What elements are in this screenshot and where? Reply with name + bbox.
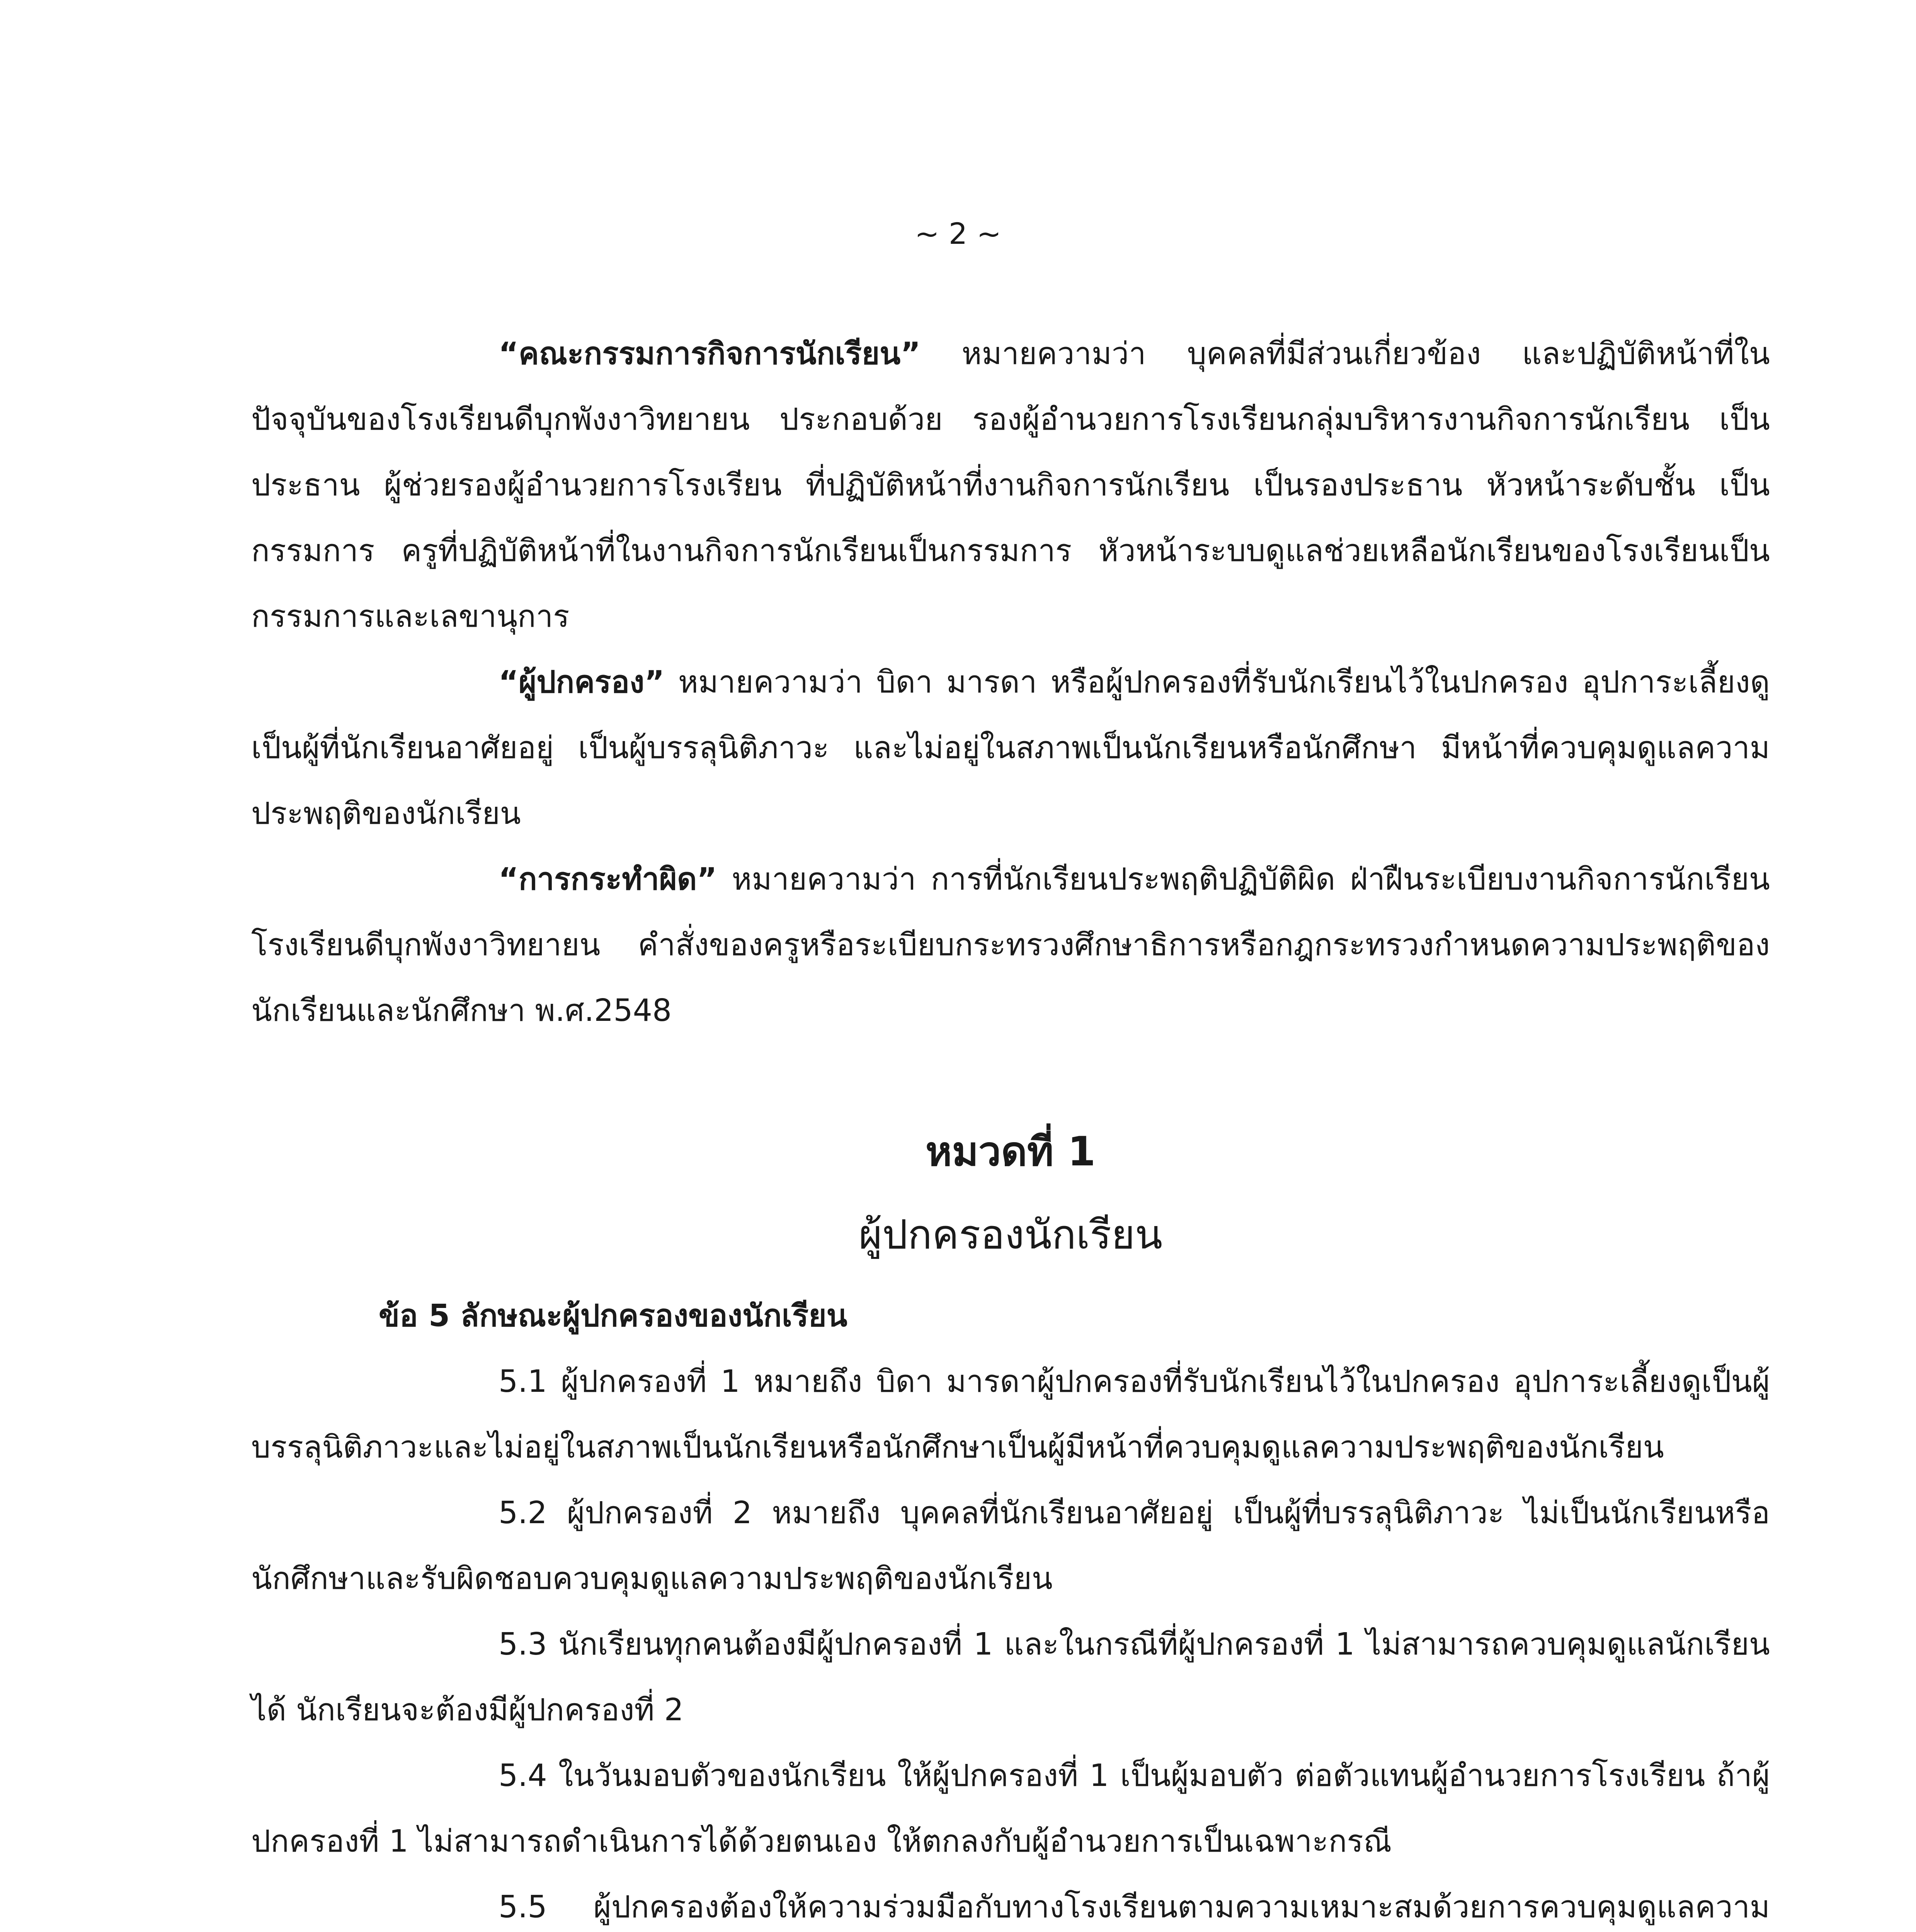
definition-text: หมายความว่า การที่นักเรียนประพฤติปฏิบัติผิด ฝ่าฝืนระเบียบงานกิจการนักเรียนโรงเรียนดีบุกพังงาวิทยายน คำสั่งของครูหรือระเบียบกระทรวงศึกษาธิการหรือกฎกระทรวงกำหนดความประพฤติของนักเรียนและนักศึกษา พ.ศ.2548 (251, 861, 1770, 1028)
definition-term: “ผู้ปกครอง” (499, 664, 665, 700)
definition-paragraph (251, 846, 1770, 1043)
clause-paragraph: 5.2 ผู้ปกครองที่ 2 หมายถึง บุคคลที่นักเรียนอาศัยอยู่ เป็นผู้ที่บรรลุนิติภาวะ ไม่เป็นนักเรียนหรือนักศึกษาและรับผิดชอบควบคุมดูแลความประพฤติของนักเรียน (251, 1495, 1770, 1596)
definition-paragraph (251, 649, 1770, 846)
definition-text: หมายความว่า บิดา มารดา หรือผู้ปกครองที่รับนักเรียนไว้ในปกครอง อุปการะเลี้ยงดูเป็นผู้ที่นักเรียนอาศัยอยู่ เป็นผู้บรรลุนิติภาวะ และไม่อยู่ในสภาพเป็นนักเรียนหรือนักศึกษา มีหน้าที่ควบคุมดูแลความประพฤติของนักเรียน (251, 664, 1770, 831)
clause-paragraph: 5.5 ผู้ปกครองต้องให้ความร่วมมือกับทางโรงเรียนตามความเหมาะสมด้วยการควบคุมดูแลความ (499, 1889, 1770, 1925)
definition-term: “คณะกรรมการกิจการนักเรียน” (499, 336, 921, 371)
clause-paragraph: 5.4 ในวันมอบตัวของนักเรียน ให้ผู้ปกครองที่ 1 เป็นผู้มอบตัว ต่อตัวแทนผู้อำนวยการโรงเรียน ถ้าผู้ปกครองที่ 1 ไม่สามารถดำเนินการได้ด้วยตนเอง ให้ตกลงกับผู้อำนวยการเป็นเฉพาะกรณี (251, 1758, 1770, 1859)
definition-text: หมายความว่า บุคคลที่มีส่วนเกี่ยวข้อง และปฏิบัติหน้าที่ในปัจจุบันของโรงเรียนดีบุกพังงาวิทยายน ประกอบด้วย รองผู้อำนวยการโรงเรียนกลุ่มบริหารงานกิจการนักเรียน เป็นประธาน ผู้ช่วยรองผู้อำนวยการโรงเรียน ที่ปฏิบัติหน้าที่งานกิจการนักเรียน เป็นรองประธาน หัวหน้าระดับชั้น เป็นกรรมการ ครูที่ปฏิบัติหน้าที่ในงานกิจการนักเรียนเป็นกรรมการ หัวหน้าระบบดูแลช่วยเหลือนักเรียนของโรงเรียนเป็นกรรมการและเลขานุการ (251, 336, 1770, 634)
definition-paragraph (251, 321, 1770, 649)
section-heading: ข้อ 5 ลักษณะผู้ปกครองของนักเรียน (379, 1298, 847, 1333)
page-number: ~ 2 ~ (914, 216, 1002, 251)
document-body (251, 321, 1770, 1932)
definition-term: “การกระทำผิด” (499, 861, 717, 897)
chapter-title: หมวดที่ 1 (925, 1128, 1096, 1175)
clause-paragraph: 5.3 นักเรียนทุกคนต้องมีผู้ปกครองที่ 1 และในกรณีที่ผู้ปกครองที่ 1 ไม่สามารถควบคุมดูแลนักเรียนได้ นักเรียนจะต้องมีผู้ปกครองที่ 2 (251, 1626, 1770, 1728)
clause-paragraph: 5.1 ผู้ปกครองที่ 1 หมายถึง บิดา มารดาผู้ปกครองที่รับนักเรียนไว้ในปกครอง อุปการะเลี้ยงดูเป็นผู้บรรลุนิติภาวะและไม่อยู่ในสภาพเป็นนักเรียนหรือนักศึกษาเป็นผู้มีหน้าที่ควบคุมดูแลความประพฤติของนักเรียน (251, 1364, 1770, 1465)
chapter-subtitle: ผู้ปกครองนักเรียน (858, 1211, 1163, 1258)
